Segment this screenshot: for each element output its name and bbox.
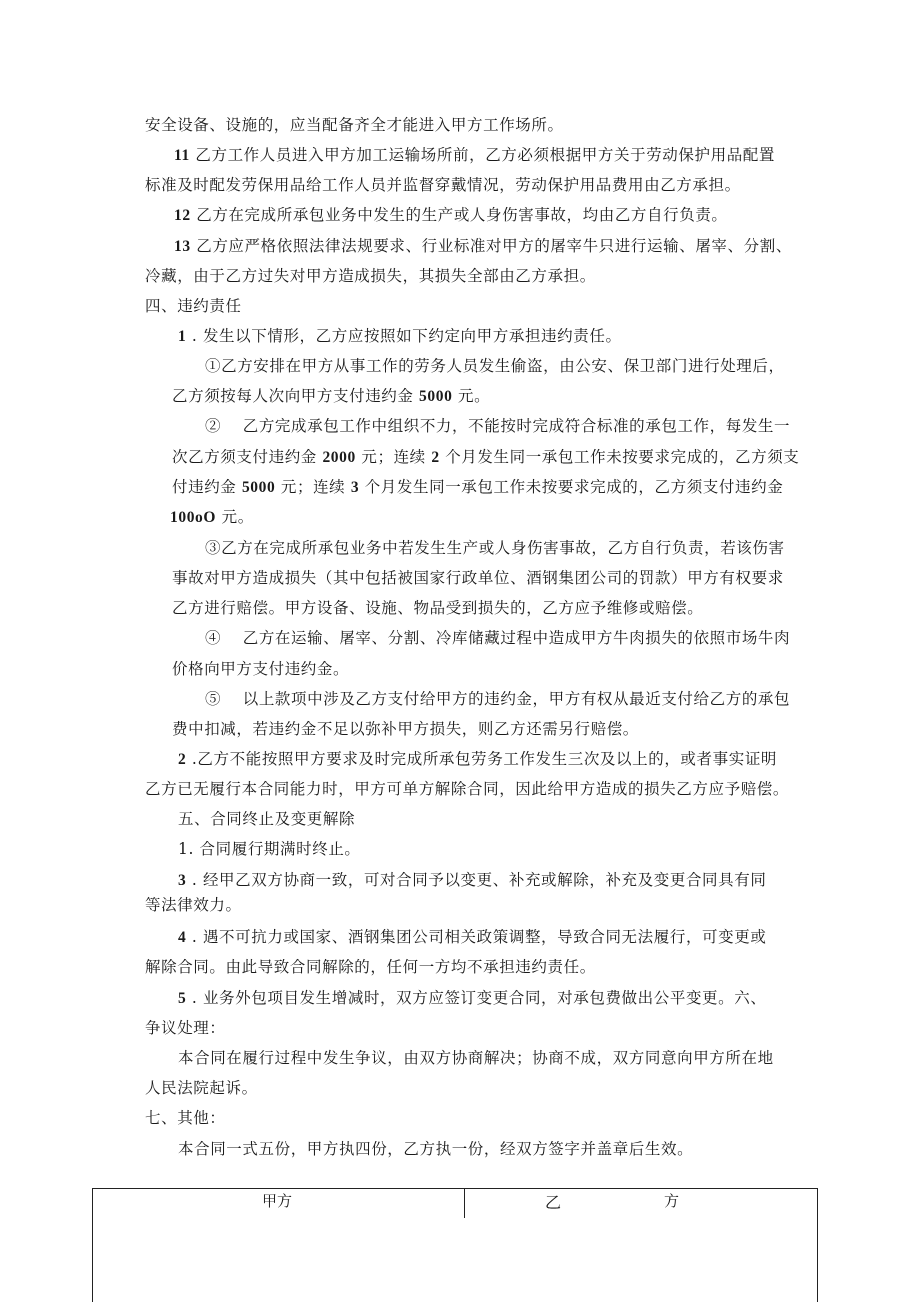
termination-clause-4-line [178, 926, 766, 949]
paragraph-line: 标准及时配发劳保用品给工作人员并监督穿戴情况，劳动保护用品费用由乙方承担。 [145, 176, 741, 194]
clause-text: 乙方在完成所承包业务中发生的生产或人身伤害事故，均由乙方自行负责。 [190, 206, 728, 224]
amount-value: 5000 [419, 388, 453, 405]
section-heading-dispute: 争议处理： [145, 1019, 226, 1037]
clause-number: 2 [178, 751, 187, 768]
sub-item-2-line: ② 乙方完成承包工作中组织不力，不能按时完成符合标准的承包工作，每发生一 [205, 417, 791, 435]
paragraph-line: 价格向甲方支付违约金。 [172, 660, 350, 678]
paragraph-line [172, 476, 783, 499]
paragraph-line [172, 446, 799, 469]
termination-clause-5-line [178, 987, 766, 1010]
paragraph-line: 等法律效力。 [145, 896, 242, 914]
text-span: 个月发生同一承包工作未按要求完成的，乙方须支 [439, 448, 800, 466]
paragraph-line: 事故对甲方造成损失（其中包括被国家行政单位、酒钢集团公司的罚款）甲方有权要求 [172, 569, 784, 587]
clause-number: 3 [178, 872, 187, 889]
clause-text: . 发生以下情形，乙方应按照如下约定向甲方承担违约责任。 [186, 327, 622, 345]
breach-clause-1-line [178, 325, 622, 348]
termination-clause-3-line [178, 869, 766, 892]
sub-item-4-line: ④ 乙方在运输、屠宰、分割、冷库储藏过程中造成甲方牛肉损失的依照市场牛肉 [205, 629, 791, 647]
clause-number: 13 [174, 238, 191, 255]
sub-item-1-line: ①乙方安排在甲方从事工作的劳务人员发生偷盗，由公安、保卫部门进行处理后， [205, 357, 785, 375]
text-span: 元。 [216, 508, 254, 526]
paragraph-line: 安全设备、设施的，应当配备齐全才能进入甲方工作场所。 [145, 116, 564, 134]
clause-number: 5 [178, 990, 187, 1007]
paragraph-line: 冷藏，由于乙方过失对甲方造成损失，其损失全部由乙方承担。 [145, 267, 596, 285]
paragraph-line: 乙方进行赔偿。甲方设备、设施、物品受到损失的，乙方应予维修或赔偿。 [172, 599, 704, 617]
text-span: 元；连续 [355, 448, 432, 466]
clause-12-line [174, 204, 728, 227]
paragraph-line [172, 385, 490, 408]
clause-text: . 业务外包项目发生增减时，双方应签订变更合同，对承包费做出公平变更。六、 [186, 989, 767, 1007]
paragraph-line: 人民法院起诉。 [145, 1079, 258, 1097]
paragraph-line: 解除合同。由此导致合同解除的，任何一方均不承担违约责任。 [145, 958, 596, 976]
text-span: 个月发生同一承包工作未按要求完成的，乙方须支付违约金 [359, 478, 784, 496]
text-span: 元；连续 [275, 478, 351, 496]
clause-text: 乙方应严格依照法律法规要求、行业标准对甲方的屠宰牛只进行运输、屠宰、分割、 [190, 237, 792, 255]
text-span: 乙方须按每人次向甲方支付违约金 [172, 387, 420, 405]
clause-number: 11 [174, 147, 190, 164]
section-heading-breach: 四、违约责任 [145, 297, 242, 315]
signature-table [92, 1188, 818, 1302]
sub-item-3-line: ③乙方在完成所承包业务中若发生生产或人身伤害事故，乙方自行负责，若该伤害 [205, 539, 785, 557]
clause-text: 乙方工作人员进入甲方加工运输场所前，乙方必须根据甲方关于劳动保护用品配置 [189, 146, 775, 164]
paragraph-line: 本合同在履行过程中发生争议，由双方协商解决；协商不成，双方同意向甲方所在地 [178, 1049, 774, 1067]
clause-text: .乙方不能按照甲方要求及时完成所承包劳务工作发生三次及以上的，或者事实证明 [186, 750, 778, 768]
clause-text: . 遇不可抗力或国家、酒钢集团公司相关政策调整，导致合同无法履行，可变更或 [186, 928, 767, 946]
breach-clause-2-line [178, 748, 777, 771]
month-count: 3 [350, 479, 360, 496]
text-span: 次乙方须支付违约金 [172, 448, 323, 466]
sub-item-5-line: ⑤ 以上款项中涉及乙方支付给甲方的违约金，甲方有权从最近支付给乙方的承包 [205, 690, 791, 708]
amount-value: 100oO [170, 509, 217, 526]
party-a-label: 甲方 [262, 1192, 293, 1210]
amount-value: 5000 [241, 479, 276, 496]
section-heading-termination: 五、合同终止及变更解除 [178, 810, 356, 828]
amount-value: 2000 [322, 449, 356, 466]
text-span: 元。 [452, 387, 491, 405]
text-span: 付违约金 [172, 478, 242, 496]
paragraph-line [170, 506, 254, 529]
party-b-label-char2: 方 [664, 1192, 680, 1210]
termination-clause-1: 1. 合同履行期满时终止。 [178, 840, 361, 858]
clause-11-line [174, 144, 775, 167]
section-heading-other: 七、其他： [145, 1109, 226, 1127]
party-b-label-char1: 乙 [545, 1193, 562, 1212]
clause-text: . 经甲乙双方协商一致，可对合同予以变更、补充或解除，补充及变更合同具有同 [186, 871, 767, 889]
paragraph-line: 费中扣减，若违约金不足以弥补甲方损失，则乙方还需另行赔偿。 [172, 720, 639, 738]
month-count: 2 [431, 449, 440, 466]
paragraph-line: 乙方已无履行本合同能力时，甲方可单方解除合同，因此给甲方造成的损失乙方应予赔偿。 [145, 780, 790, 798]
clause-number: 12 [174, 207, 191, 224]
clause-number: 1 [178, 328, 187, 345]
paragraph-line: 本合同一式五份，甲方执四份，乙方执一份，经双方签字并盖章后生效。 [178, 1140, 694, 1158]
clause-13-line [174, 235, 792, 258]
signature-divider [464, 1188, 465, 1218]
clause-number: 4 [178, 929, 187, 946]
